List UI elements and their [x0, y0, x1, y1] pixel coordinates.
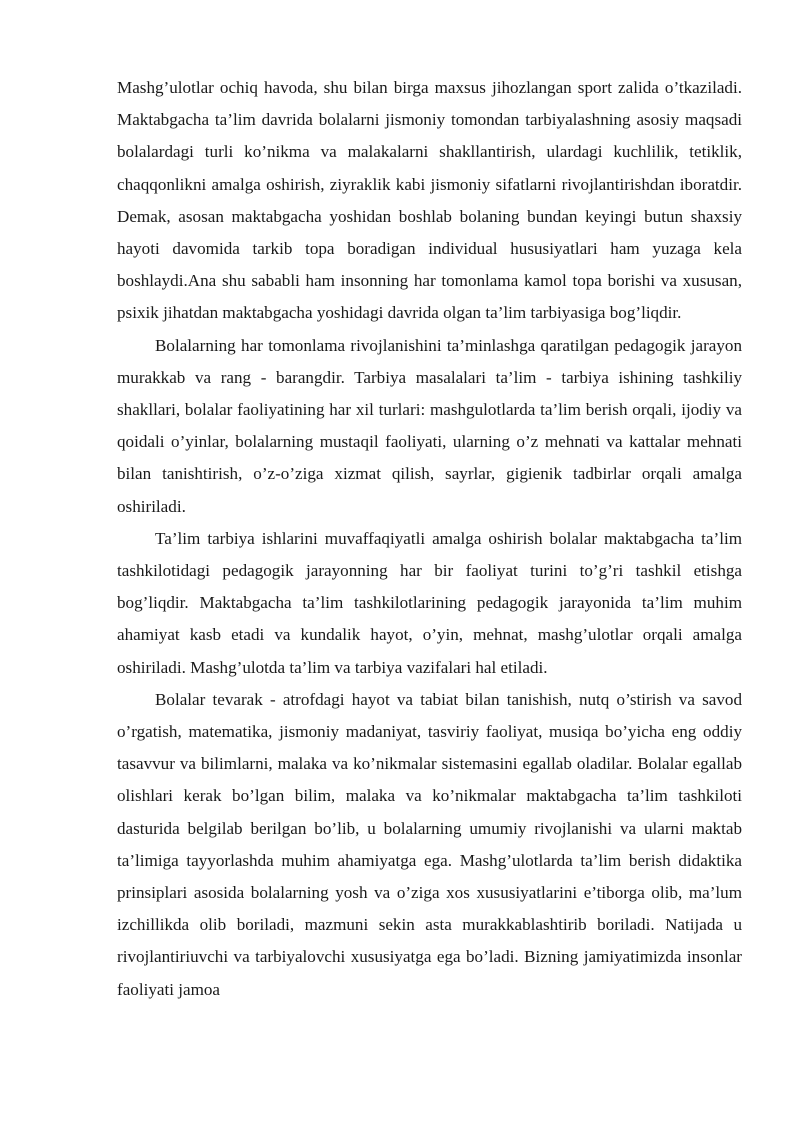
paragraph-children-learning: Bolalar tevarak - atrofdagi hayot va tabiat bilan tanishish, nutq o’stirish va savod o’rgatish, matematika, jismoniy madaniyat, tasviriy faoliyat, musiqa bo’yicha eng oddiy tasavvur va bilimlarni, malaka va ko’nikmalar sistemasini egallab oladilar. Bolalar egallab olishlari kerak bo’lgan bilim, malaka va ko’nikmalar maktabgacha ta’lim tashkiloti dasturida belgilab berilgan bo’lib, u bolalarning umumiy rivojlanishi va ularni maktab ta’limiga tayyorlashda muhim ahamiyatga ega. Mashg’ulotlarda ta’lim berish didaktika prinsiplari asosida bolalarning yosh va o’ziga xos xususiyatlarini e’tiborga olib, ma’lum izchillikda olib boriladi, mazmuni sekin asta murakkablashtirib boriladi. Natijada u rivojlantiriuvchi va tarbiyalovchi xususiyatga ega bo’ladi. Bizning jamiyatimizda insonlar faoliyati jamoa: [117, 689, 742, 999]
paragraph-pedagogical-process: Bolalarning har tomonlama rivojlanishini ta’minlashga qaratilgan pedagogik jarayon murakkab va rang - barangdir. Tarbiya masalalari ta’lim - tarbiya ishining tashkiliy shakllari, bolalar faoliyatining har xil turlari: mashgulotlarda ta’lim berish orqali, ijodiy va qoidali o’yinlar, bolalarning mustaqil faoliyati, ularning o’z mehnati va kattalar mehnati bilan tanishtirish, o’z-o’ziga xizmat qilish, sayrlar, gigienik tadbirlar orqali amalga oshiriladi.: [117, 335, 742, 516]
paragraph-continuation: Mashg’ulotlar ochiq havoda, shu bilan birga maxsus jihozlangan sport zalida o’tkaziladi. Maktabgacha ta’lim davrida bolalarni jismoniy tomondan tarbiyalashning asosiy maqsadi bolalardagi turli ko’nikma va malakalarni shakllantirish, ulardagi kuchlilik, tetiklik, chaqqonlikni amalga oshirish, ziyraklik kabi jismoniy sifatlarni rivojlantirishdan iboratdir. Demak, asosan maktabgacha yoshidan boshlab bolaning bundan keyingi butun shaxsiy hayoti davomida tarkib topa boradigan individual hususiyatlari ham yuzaga kela boshlaydi.Ana shu sababli ham insonning har tomonlama kamol topa borishi va xususan, psixik jihatdan maktabgacha yoshidagi davrida olgan ta’lim tarbiyasiga bog’liqdir.: [117, 78, 742, 323]
paragraph-education-work: Ta’lim tarbiya ishlarini muvaffaqiyatli amalga oshirish bolalar maktabgacha ta’lim tashkilotidagi pedagogik jarayonning har bir faoliyat turini to’g’ri tashkil etishga bog’liqdir. Maktabgacha ta’lim tashkilotlarining pedagogik jarayonida ta’lim muhim ahamiyat kasb etadi va kundalik hayot, o’yin, mehnat, mashg’ulotlar orqali amalga oshiriladi. Mashg’ulotda ta’lim va tarbiya vazifalari hal etiladi.: [117, 528, 742, 677]
document-page: [117, 72, 742, 1006]
